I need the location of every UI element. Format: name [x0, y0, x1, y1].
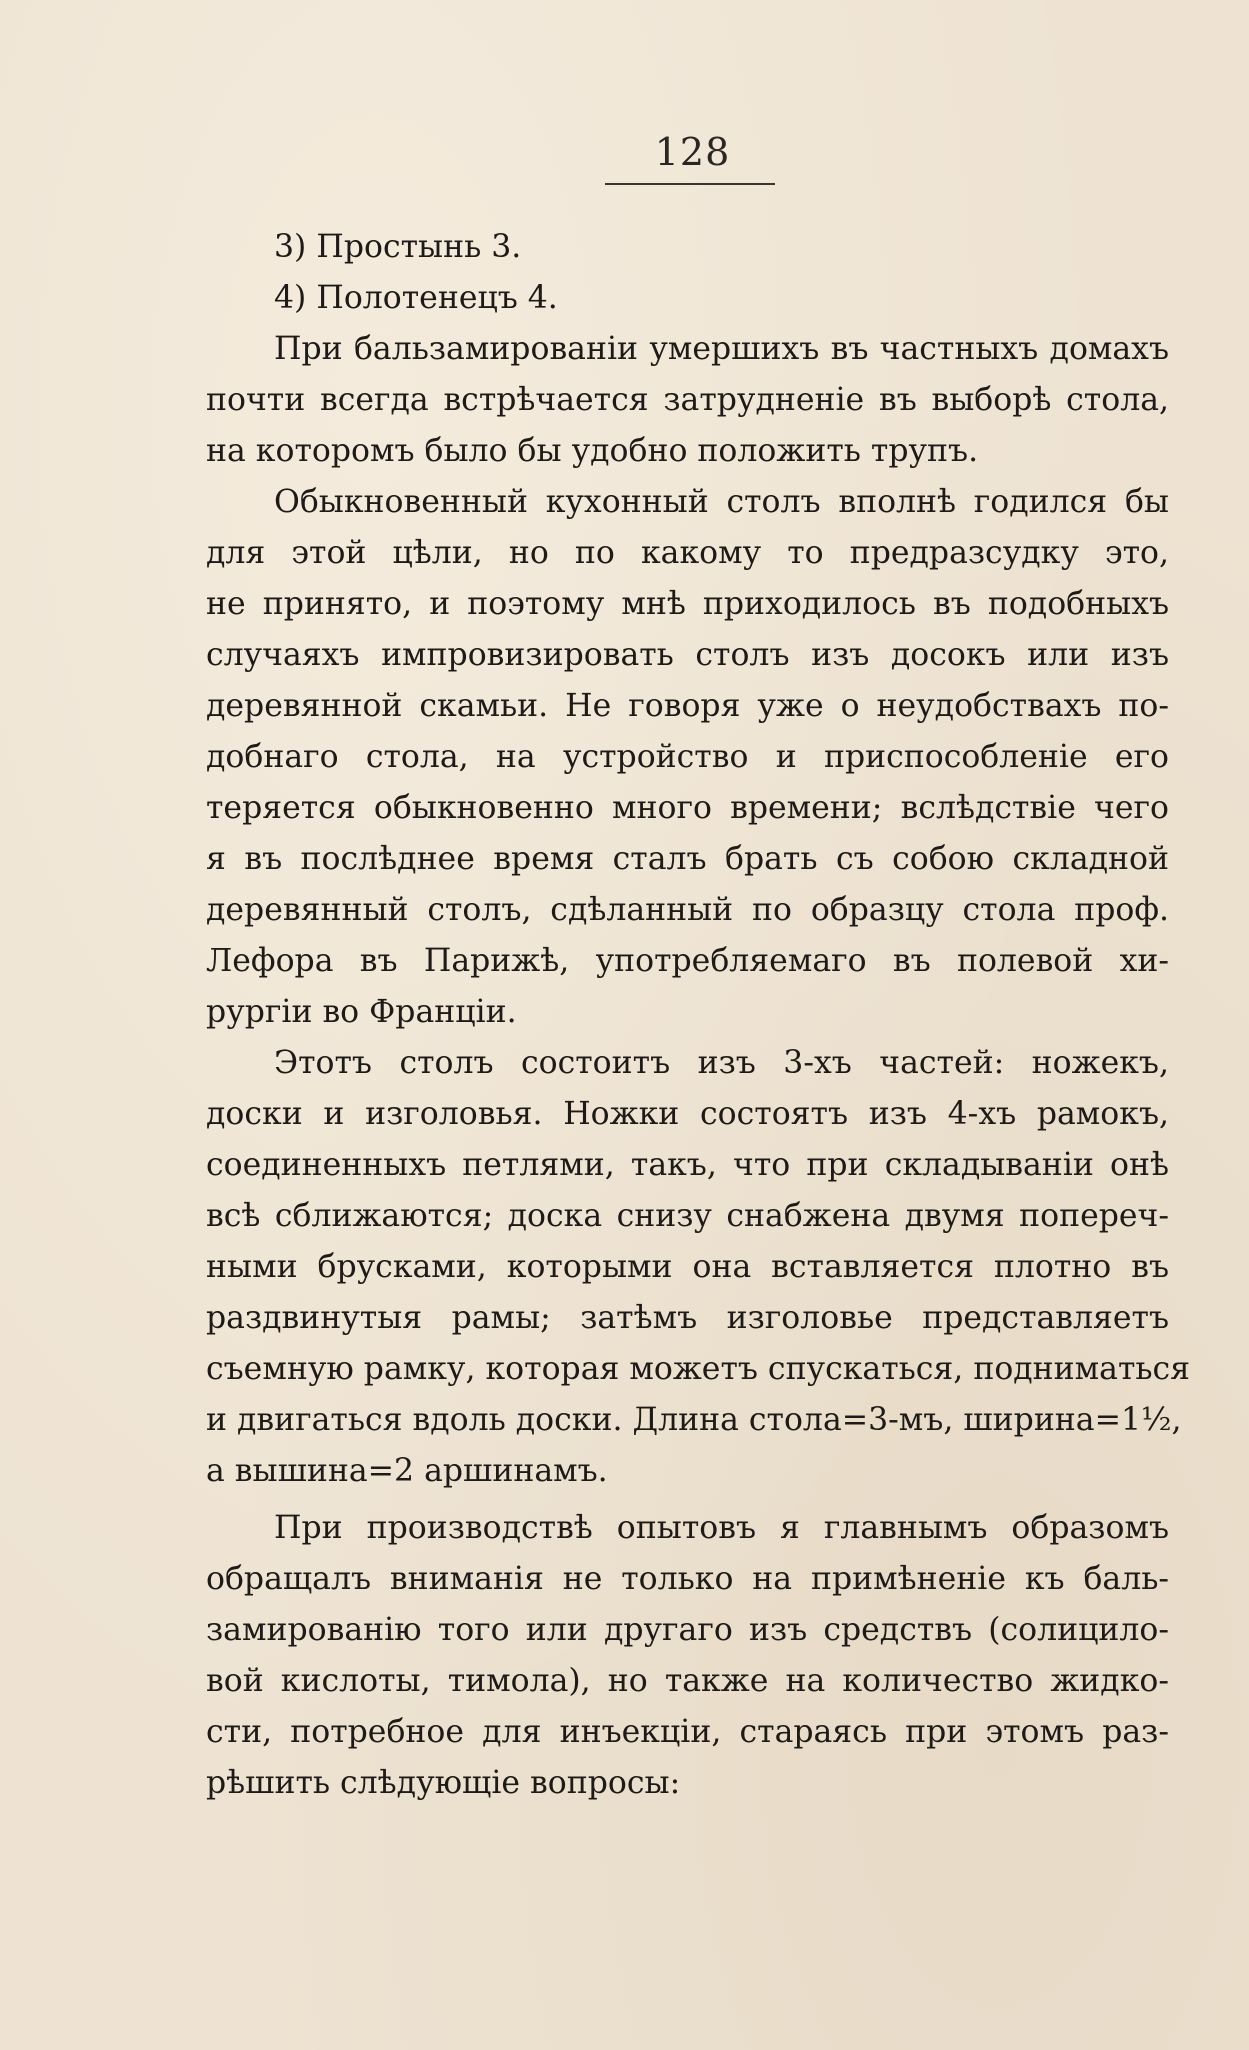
text-line: Обыкновенный кухонный столъ вполнѣ годился бы	[274, 484, 1169, 520]
text-line: всѣ сближаются; доска снизу снабжена двумя попереч-	[206, 1198, 1169, 1234]
text-line: почти всегда встрѣчается затрудненіе въ выборѣ стола,	[206, 382, 1169, 418]
body-text	[206, 222, 1191, 1809]
text-line: ными брусками, которыми она вставляется плотно въ	[206, 1249, 1169, 1285]
text-line: на которомъ было бы удобно положить трупъ.	[206, 433, 979, 469]
text-line: для этой цѣли, но по какому то предразсудку это,	[206, 535, 1169, 571]
text-line: доски и изголовья. Ножки состоятъ изъ 4-хъ рамокъ,	[206, 1096, 1169, 1132]
text-line: Лефора въ Парижѣ, употребляемаго въ полевой хи-	[206, 943, 1169, 979]
text-line: Этотъ столъ состоитъ изъ 3-хъ частей: ножекъ,	[274, 1045, 1169, 1081]
header-rule	[605, 183, 775, 185]
text-line: замированію того или другаго изъ средствъ (солицило-	[206, 1612, 1169, 1648]
text-line: деревянный столъ, сдѣланный по образцу стола проф.	[206, 892, 1169, 928]
text-line: При бальзамированіи умершихъ въ частныхъ домахъ	[274, 331, 1169, 367]
text-line: обращалъ вниманія не только на примѣненіе къ баль-	[206, 1561, 1169, 1597]
text-line: вой кислоты, тимола), но также на количество жидко-	[206, 1663, 1169, 1699]
text-line: случаяхъ импровизировать столъ изъ досокъ или изъ	[206, 637, 1169, 673]
text-line: сти, потребное для инъекціи, стараясь при этомъ раз-	[206, 1714, 1169, 1750]
text-line: а вышина=2 аршинамъ.	[206, 1453, 608, 1489]
text-line: и двигаться вдоль доски. Длина стола=3-мъ, ширина=1½,	[206, 1402, 1182, 1438]
text-line: 4) Полотенецъ 4.	[274, 280, 558, 316]
text-line: съемную рамку, которая можетъ спускаться, подниматься	[206, 1351, 1191, 1387]
text-line: деревянной скамьи. Не говоря уже о неудобствахъ по-	[206, 688, 1169, 724]
page-number: 128	[654, 130, 731, 174]
text-line: теряется обыкновенно много времени; вслѣдствіе чего	[206, 790, 1169, 826]
text-line: не принято, и поэтому мнѣ приходилось въ подобныхъ	[206, 586, 1169, 622]
text-line: соединенныхъ петлями, такъ, что при складываніи онѣ	[206, 1147, 1169, 1183]
text-line: рургіи во Франціи.	[206, 994, 517, 1030]
text-line: раздвинутыя рамы; затѣмъ изголовье представляетъ	[206, 1300, 1169, 1336]
text-line: я въ послѣднее время сталъ брать съ собою складной	[206, 841, 1169, 877]
text-line: 3) Простынь 3.	[274, 229, 522, 265]
text-line: При производствѣ опытовъ я главнымъ образомъ	[274, 1510, 1169, 1546]
text-line: рѣшить слѣдующіе вопросы:	[206, 1765, 681, 1801]
text-line: добнаго стола, на устройство и приспособленіе его	[206, 739, 1169, 775]
